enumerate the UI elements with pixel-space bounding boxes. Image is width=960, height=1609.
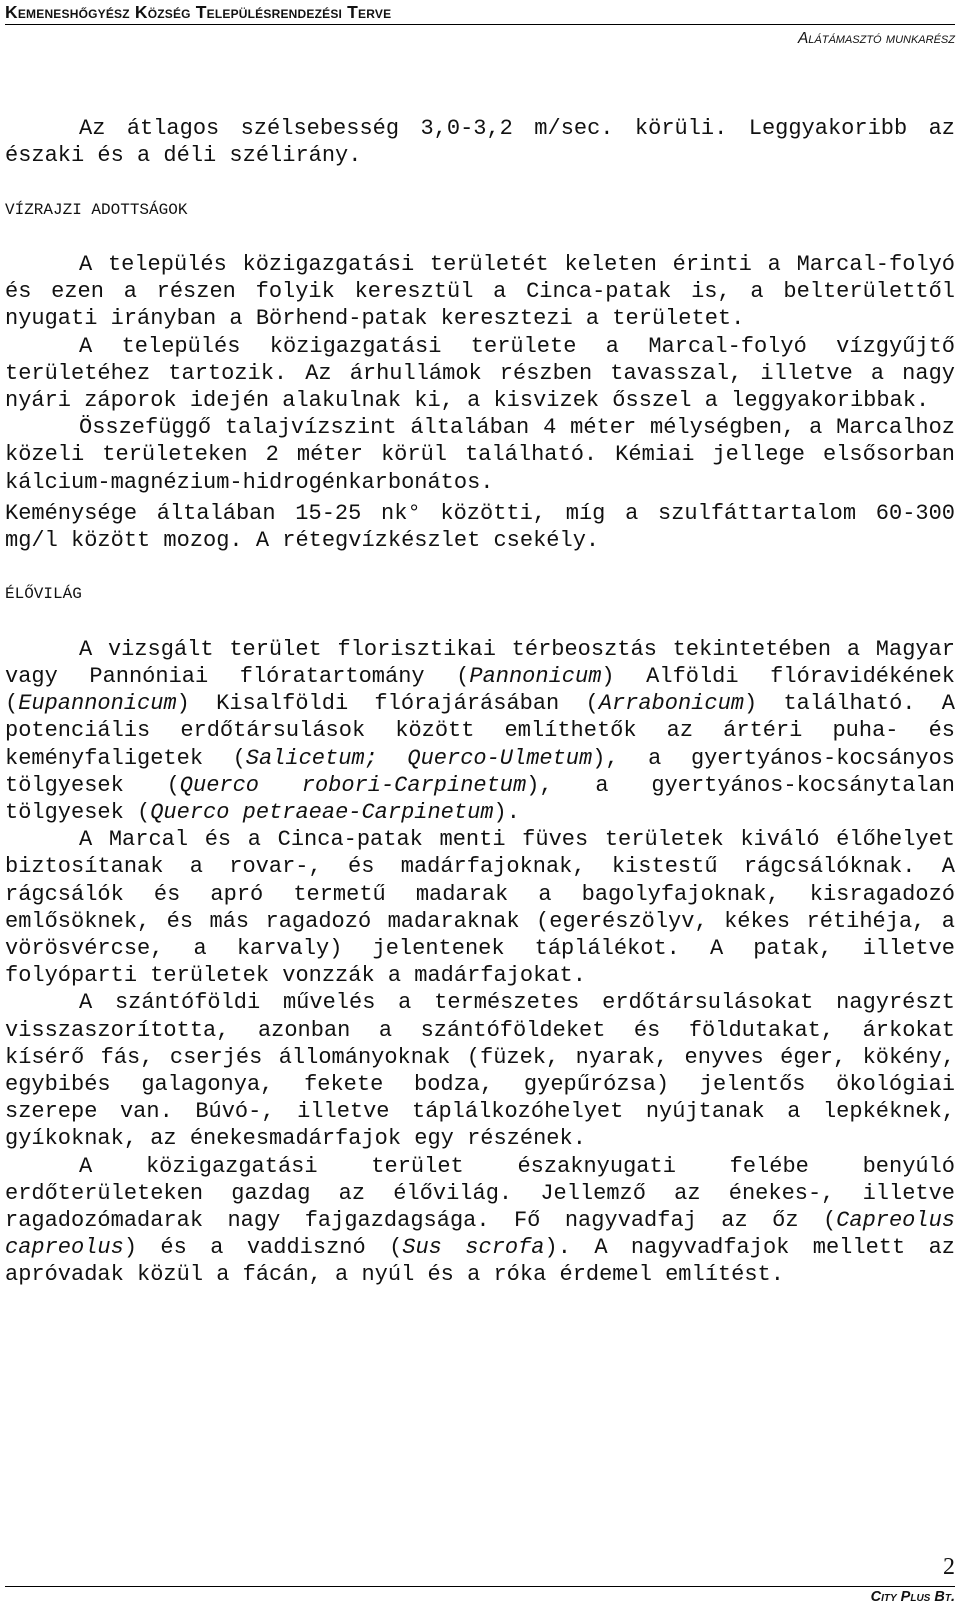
paragraph-water-1: A település közigazgatási területét keleten érinti a Marcal-folyó és ezen a részen folyik keresztül a Cinca-patak is, a belterülettől nyugati irányban a Börhend-patak keresztezi a területet. <box>5 251 955 332</box>
text-run: ). <box>493 800 520 826</box>
section-heading-water: VÍZRAJZI ADOTTSÁGOK <box>5 200 188 219</box>
paragraph-life-3: A szántóföldi művelés a természetes erdőtársulásokat nagyrészt visszaszorította, azonban a szántóföldeket és földutakat, árkokat kísérő fás, cserjés állományoknak (füzek, nyarak, enyves éger, kökény, egybibés galagonya, fekete bodza, gyepűrózsa) jelentős ökológiai szerepe van. Búvó-, illetve táplálkozóhelyet nyújtanak a lepkéknek, gyíkoknak, az énekesmadárfajok egy részének. <box>5 990 955 1152</box>
page-header <box>5 0 955 50</box>
footer-divider <box>5 1586 955 1587</box>
latin-name: Querco petraeae-Carpinetum <box>150 800 494 826</box>
footer-brand: City Plus Bt. <box>870 1589 955 1605</box>
header-divider <box>5 24 955 25</box>
paragraph-wind: Az átlagos szélsebesség 3,0-3,2 m/sec. körüli. Leggyakoribb az északi és a déli szélirány. <box>5 116 955 169</box>
page-number: 2 <box>943 1554 955 1580</box>
text-run: A közigazgatási terület északnyugati felébe benyúló erdőterületeken gazdag az élővilág. Jellemző az énekes-, illetve ragadozómadarak nagy fajgazdagsága. Fő nagyvadfaj az őz ( <box>5 1153 955 1234</box>
document-subtitle: Alátámasztó munkarész <box>797 30 955 47</box>
paragraph-life-4 <box>5 1153 955 1289</box>
latin-name: Arrabonicum <box>598 691 744 717</box>
document-title: Kemeneshőgyész Község Településrendezési Terve <box>5 2 392 22</box>
text-run: A vizsgált terület florisztikai térbeosztás tekintetében a Magyar vagy Pannóniai flóratartomány ( <box>5 636 955 689</box>
text-run: ) és a vaddisznó ( <box>123 1235 403 1261</box>
latin-name: Salicetum; Querco-Ulmetum <box>245 745 593 771</box>
latin-name: Capreolus capreolus <box>5 1208 955 1261</box>
paragraph-water-3: Összefüggő talajvízszint általában 4 méter mélységben, a Marcalhoz közeli területeken 2 méter körül található. Kémiai jellege elsősorban kálcium-magnézium-hidrogénkarbonátos. <box>5 415 955 495</box>
paragraph-water-2: A település közigazgatási területe a Marcal-folyó vízgyűjtő területéhez tartozik. Az árhullámok részben tavasszal, illetve a nagy nyári záporok idején alakulnak ki, a kisvizek ősszel a leggyakoribbak. <box>5 333 955 413</box>
latin-name: Eupannonicum <box>18 691 177 717</box>
text-run: ) Alföldi flóravidékének ( <box>5 664 955 717</box>
text-run: ) Kisalföldi flórajárásában ( <box>176 691 599 717</box>
paragraph-water-4: Keménysége általában 15-25 nk° közötti, míg a szulfáttartalom 60-300 mg/l között mozog. A rétegvízkészlet csekély. <box>5 500 955 554</box>
latin-name: Pannonicum <box>469 664 602 689</box>
latin-name: Querco robori-Carpinetum <box>179 772 527 798</box>
latin-name: Sus scrofa <box>402 1235 545 1261</box>
text-run: ). A nagyvadfajok mellett az apróvadak közül a fácán, a nyúl és a róka érdemel említést. <box>5 1235 955 1288</box>
paragraph-life-2: A Marcal és a Cinca-patak menti füves területek kiváló élőhelyet biztosítanak a rovar-, és madárfajoknak, kistestű rágcsálóknak. A rágcsálók és apró termetű madarak a bagolyfajoknak, kisragadozó emlősöknek, és más ragadozó madaraknak (egerészölyv, kékes rétihéja, a vörösvércse, a karvaly) jelentenek táplálékot. A patak, illetve folyóparti területek vonzzák a madárfajokat. <box>5 827 955 989</box>
document-body <box>5 115 955 1289</box>
text-run: ), a gyertyános-kocsányos tölgyesek ( <box>5 745 955 798</box>
text-run: ) található. A potenciális erdőtársulások között említhetők az ártéri puha- és keményfaligetek ( <box>5 691 955 771</box>
section-heading-life: ÉLŐVILÁG <box>5 585 82 604</box>
paragraph-life-1 <box>5 636 955 826</box>
text-run: ), a gyertyános-kocsánytalan tölgyesek ( <box>5 772 955 826</box>
